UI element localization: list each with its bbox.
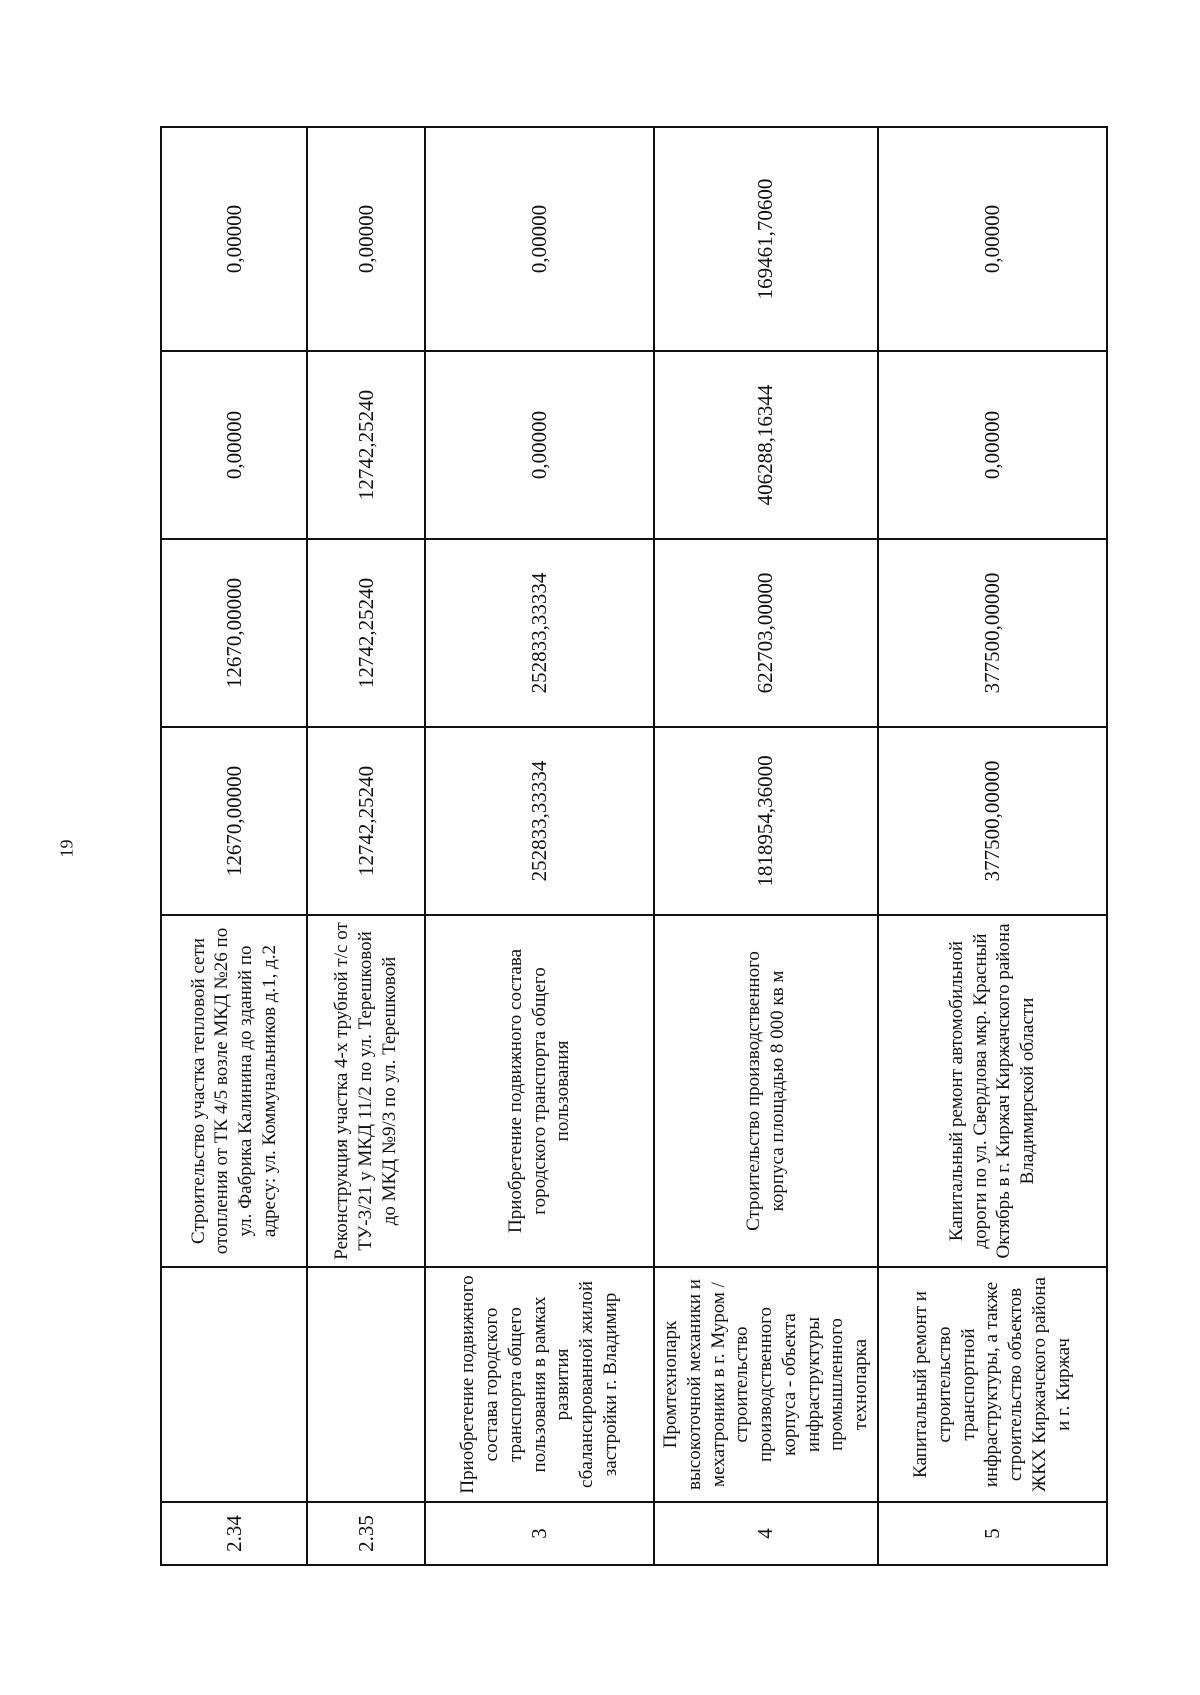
table-row	[878, 127, 1107, 1565]
event-description: Капитальный ремонт автомобильной дороги по ул. Свердлова мкр. Красный Октябрь в г. Киржач Киржачского района Владимирской области	[878, 915, 1107, 1267]
amount-col3: 0,00000	[161, 351, 307, 539]
amount-col3: 406288,16344	[654, 351, 878, 539]
event-description: Реконструкция участка 4-х трубной т/с от ТУ-3/21 у МКД 11/2 по ул. Терешковой до МКД №9/3 по ул. Терешковой	[307, 915, 425, 1267]
rotated-table-wrapper	[160, 128, 1103, 1566]
row-code: 4	[654, 1502, 878, 1565]
row-code: 2.34	[161, 1502, 307, 1565]
amount-col2: 252833,33334	[425, 539, 654, 727]
amount-total: 1818954,36000	[654, 727, 878, 915]
table-row	[307, 127, 425, 1565]
amount-col2: 12670,00000	[161, 539, 307, 727]
amount-col2: 12742,25240	[307, 539, 425, 727]
amount-col2: 622703,00000	[654, 539, 878, 727]
event-description: Строительство производственного корпуса площадью 8 000 кв м	[654, 915, 878, 1267]
project-name	[307, 1267, 425, 1502]
amount-total: 252833,33334	[425, 727, 654, 915]
row-code: 2.35	[307, 1502, 425, 1565]
project-name: Капитальный ремонт и строительство транспортной инфраструктуры, а также строительство объектов ЖКХ Киржачского района и г. Киржач	[878, 1267, 1107, 1502]
budget-table	[160, 126, 1108, 1566]
event-description: Приобретение подвижного состава городского транспорта общего пользования	[425, 915, 654, 1267]
amount-col3: 0,00000	[878, 351, 1107, 539]
amount-total: 12670,00000	[161, 727, 307, 915]
project-name	[161, 1267, 307, 1502]
amount-col4: 0,00000	[878, 127, 1107, 351]
amount-total: 12742,25240	[307, 727, 425, 915]
table-row	[161, 127, 307, 1565]
table-row	[425, 127, 654, 1565]
amount-total: 377500,00000	[878, 727, 1107, 915]
project-name: Приобретение подвижного состава городского транспорта общего пользования в рамках развития сбалансированной жилой застройки г. Владимир	[425, 1267, 654, 1502]
amount-col4: 0,00000	[307, 127, 425, 351]
amount-col2: 377500,00000	[878, 539, 1107, 727]
table-row	[654, 127, 878, 1565]
row-code: 3	[425, 1502, 654, 1565]
amount-col3: 12742,25240	[307, 351, 425, 539]
event-description: Строительство участка тепловой сети отопления от ТК 4/5 возле МКД №26 по ул. Фабрика Калинина до зданий по адресу: ул. Коммунальников д.1, д.2	[161, 915, 307, 1267]
amount-col4: 0,00000	[425, 127, 654, 351]
amount-col3: 0,00000	[425, 351, 654, 539]
amount-col4: 169461,70600	[654, 127, 878, 351]
page-number: 19	[56, 839, 77, 858]
project-name: Промтехнопарк высокоточной механики и мехатроники в г. Муром / строительство производственного корпуса - объекта инфраструктуры промышленного технопарка	[654, 1267, 878, 1502]
row-code: 5	[878, 1502, 1107, 1565]
amount-col4: 0,00000	[161, 127, 307, 351]
